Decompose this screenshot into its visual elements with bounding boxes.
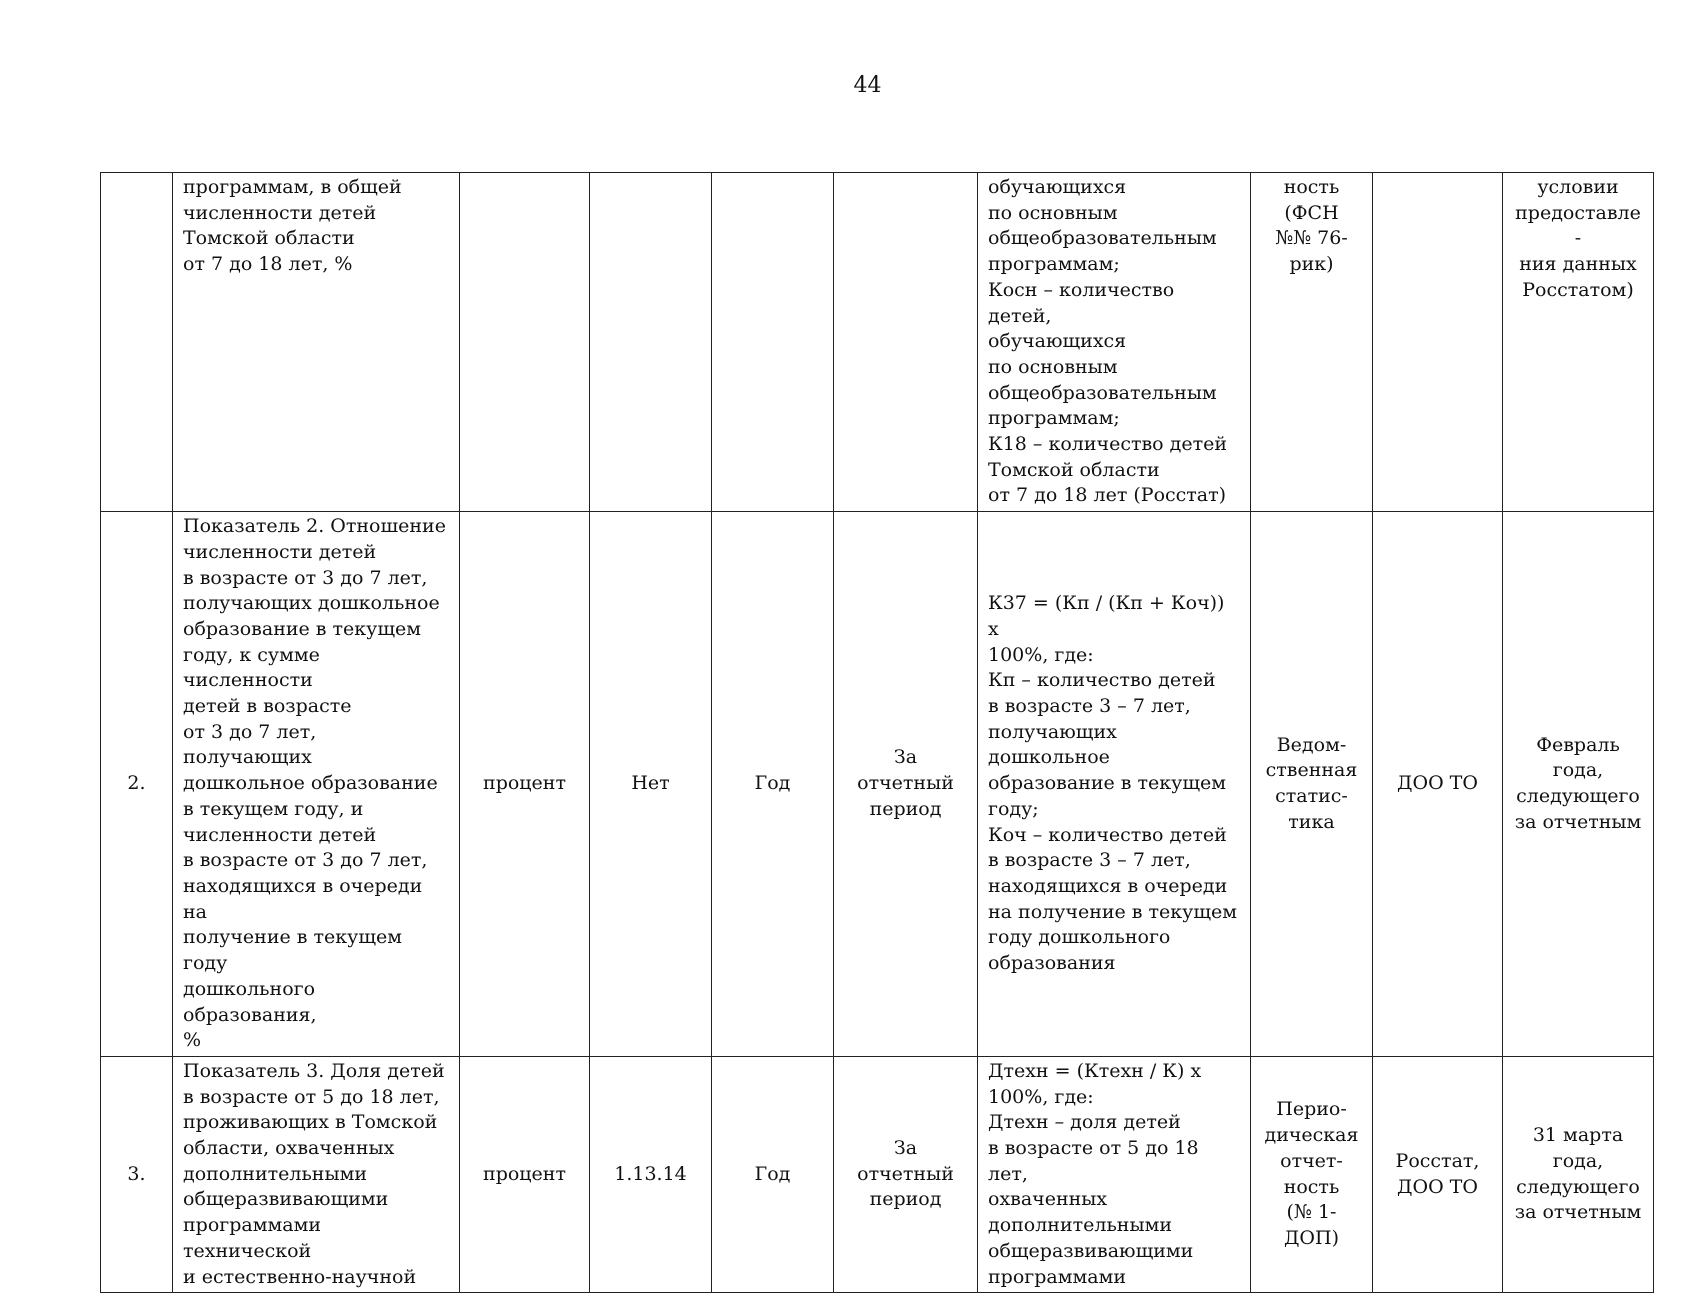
- cell-code: 1.13.14: [590, 1056, 712, 1292]
- indicators-table: [100, 172, 1654, 1293]
- cell-indicator-name: программам, в общей численности детей Томской области от 7 до 18 лет, %: [173, 173, 460, 512]
- cell-periodicity: Год: [712, 512, 834, 1057]
- cell-deadline: 31 марта года, следующего за отчетным: [1503, 1056, 1654, 1292]
- cell-deadline: условии предоставле- ния данных Росстатом): [1503, 173, 1654, 512]
- cell-responsible: ДОО ТО: [1373, 512, 1503, 1057]
- cell-code: [590, 173, 712, 512]
- cell-calculation-method: Дтехн = (Ктехн / К) х 100%, где: Дтехн – доля детей в возрасте от 5 до 18 лет, охваченных дополнительными общеразвивающими программами: [978, 1056, 1251, 1292]
- cell-data-source: ность (ФСН №№ 76- рик): [1251, 173, 1373, 512]
- cell-unit: процент: [460, 1056, 590, 1292]
- page-number: 44: [853, 73, 882, 98]
- cell-code: Нет: [590, 512, 712, 1057]
- cell-calculation-method: К37 = (Кп / (Кп + Коч)) х 100%, где: Кп – количество детей в возрасте 3 – 7 лет, получающих дошкольное образование в текущем году; Коч – количество детей в возрасте 3 – 7 лет, находящихся в очереди на получение в текущем году дошкольного образования: [978, 512, 1251, 1057]
- cell-deadline: Февраль года, следующего за отчетным: [1503, 512, 1654, 1057]
- cell-number: 2.: [101, 512, 173, 1057]
- cell-responsible: [1373, 173, 1503, 512]
- cell-unit: процент: [460, 512, 590, 1057]
- cell-indicator-type: [834, 173, 978, 512]
- cell-data-source: Ведом- ственная статис- тика: [1251, 512, 1373, 1057]
- table-row: [101, 1056, 1654, 1292]
- cell-periodicity: [712, 173, 834, 512]
- cell-data-source: Перио- дическая отчет- ность (№ 1- ДОП): [1251, 1056, 1373, 1292]
- cell-number: 3.: [101, 1056, 173, 1292]
- cell-indicator-name: Показатель 2. Отношение численности детей в возрасте от 3 до 7 лет, получающих дошкольное образование в текущем году, к сумме численности детей в возрасте от 3 до 7 лет, получающих дошкольное образование в текущем году, и численности детей в возрасте от 3 до 7 лет, находящихся в очереди на получение в текущем году дошкольного образования, %: [173, 512, 460, 1057]
- cell-calculation-method: обучающихся по основным общеобразовательным программам; Косн – количество детей, обучающихся по основным общеобразовательным программам; К18 – количество детей Томской области от 7 до 18 лет (Росстат): [978, 173, 1251, 512]
- cell-indicator-type: За отчетный период: [834, 512, 978, 1057]
- cell-indicator-type: За отчетный период: [834, 1056, 978, 1292]
- cell-indicator-name: Показатель 3. Доля детей в возрасте от 5 до 18 лет, проживающих в Томской области, охваченных дополнительными общеразвивающими программами технической и естественно-научной: [173, 1056, 460, 1292]
- table-row: [101, 512, 1654, 1057]
- cell-number: [101, 173, 173, 512]
- cell-responsible: Росстат, ДОО ТО: [1373, 1056, 1503, 1292]
- cell-periodicity: Год: [712, 1056, 834, 1292]
- table-row: [101, 173, 1654, 512]
- cell-unit: [460, 173, 590, 512]
